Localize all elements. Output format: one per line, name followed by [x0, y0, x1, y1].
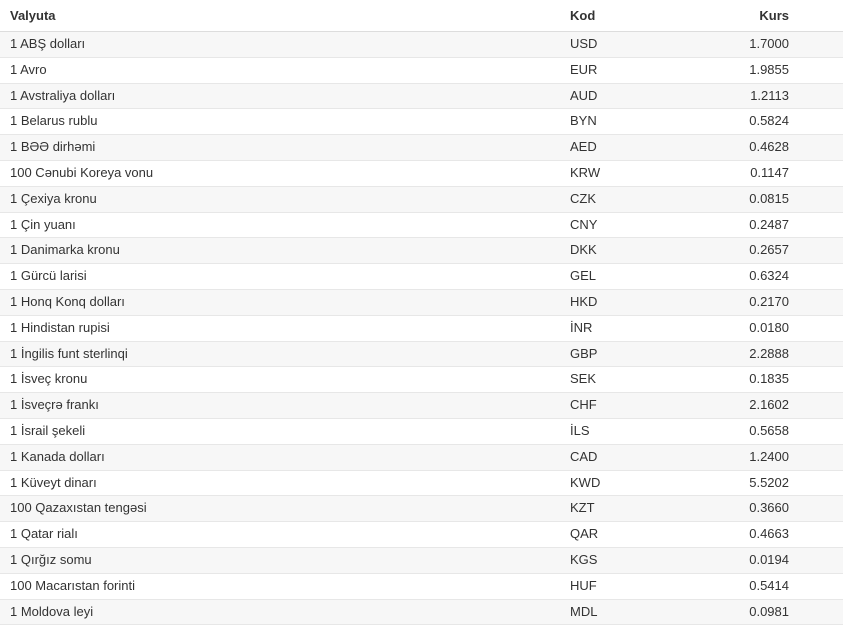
currency-name-cell: 1 Kanada dolları [0, 444, 560, 470]
currency-code-cell: HKD [560, 289, 720, 315]
currency-code-cell: EUR [560, 57, 720, 83]
currency-code-cell: KGS [560, 547, 720, 573]
currency-code-cell: SEK [560, 367, 720, 393]
table-row [0, 135, 843, 161]
currency-rate-cell: 0.5658 [720, 418, 843, 444]
currency-code-cell: DKK [560, 238, 720, 264]
currency-name-cell: 1 BƏƏ dirhəmi [0, 135, 560, 161]
currency-code-cell: CNY [560, 212, 720, 238]
currency-name-cell: 100 Qazaxıstan tengəsi [0, 496, 560, 522]
table-row [0, 367, 843, 393]
column-header-rate: Kurs [720, 0, 843, 32]
currency-rate-cell: 0.0180 [720, 315, 843, 341]
table-row [0, 496, 843, 522]
table-row [0, 109, 843, 135]
currency-name-cell: 1 Qatar rialı [0, 522, 560, 548]
currency-name-cell: 1 İsveç kronu [0, 367, 560, 393]
currency-name-cell: 1 İsrail şekeli [0, 418, 560, 444]
currency-rate-cell: 1.2113 [720, 83, 843, 109]
currency-rate-cell: 0.2657 [720, 238, 843, 264]
currency-name-cell: 1 Danimarka kronu [0, 238, 560, 264]
currency-code-cell: KWD [560, 470, 720, 496]
currency-rate-cell: 0.1147 [720, 160, 843, 186]
currency-name-cell: 1 Çexiya kronu [0, 186, 560, 212]
table-row [0, 470, 843, 496]
table-row [0, 315, 843, 341]
table-row [0, 160, 843, 186]
currency-name-cell: 1 Honq Konq dolları [0, 289, 560, 315]
column-header-code: Kod [560, 0, 720, 32]
currency-code-cell: İLS [560, 418, 720, 444]
table-row [0, 289, 843, 315]
currency-rate-cell: 0.0815 [720, 186, 843, 212]
currency-rate-cell: 0.1835 [720, 367, 843, 393]
table-row [0, 444, 843, 470]
currency-rate-cell: 1.7000 [720, 32, 843, 58]
currency-name-cell: 100 Macarıstan forinti [0, 573, 560, 599]
currency-name-cell: 1 Belarus rublu [0, 109, 560, 135]
table-row [0, 57, 843, 83]
currency-name-cell: 1 Küveyt dinarı [0, 470, 560, 496]
column-header-currency: Valyuta [0, 0, 560, 32]
currency-code-cell: QAR [560, 522, 720, 548]
table-row [0, 32, 843, 58]
currency-rate-cell: 0.4628 [720, 135, 843, 161]
table-row [0, 212, 843, 238]
table-row [0, 599, 843, 625]
currency-code-cell: AUD [560, 83, 720, 109]
currency-name-cell: 1 ABŞ dolları [0, 32, 560, 58]
currency-name-cell: 1 Gürcü larisi [0, 264, 560, 290]
currency-code-cell: GEL [560, 264, 720, 290]
currency-name-cell: 1 İsveçrə frankı [0, 393, 560, 419]
currency-code-cell: HUF [560, 573, 720, 599]
currency-code-cell: MDL [560, 599, 720, 625]
currency-name-cell: 1 Avro [0, 57, 560, 83]
table-row [0, 573, 843, 599]
table-row [0, 418, 843, 444]
currency-name-cell: 1 Çin yuanı [0, 212, 560, 238]
currency-code-cell: KRW [560, 160, 720, 186]
currency-code-cell: USD [560, 32, 720, 58]
currency-rate-cell: 0.0194 [720, 547, 843, 573]
table-row [0, 186, 843, 212]
table-header-row [0, 0, 843, 32]
currency-rate-cell: 0.2487 [720, 212, 843, 238]
currency-rate-cell: 1.2400 [720, 444, 843, 470]
currency-rate-cell: 0.3660 [720, 496, 843, 522]
table-row [0, 264, 843, 290]
currency-code-cell: CHF [560, 393, 720, 419]
currency-name-cell: 1 Qırğız somu [0, 547, 560, 573]
currency-rate-cell: 2.1602 [720, 393, 843, 419]
currency-rate-cell: 2.2888 [720, 341, 843, 367]
table-row [0, 83, 843, 109]
currency-code-cell: KZT [560, 496, 720, 522]
table-row [0, 522, 843, 548]
currency-code-cell: İNR [560, 315, 720, 341]
currency-code-cell: CZK [560, 186, 720, 212]
currency-name-cell: 1 Hindistan rupisi [0, 315, 560, 341]
currency-name-cell: 1 İngilis funt sterlinqi [0, 341, 560, 367]
table-row [0, 238, 843, 264]
currency-rate-cell: 0.6324 [720, 264, 843, 290]
currency-code-cell: AED [560, 135, 720, 161]
table-header [0, 0, 843, 32]
currency-rate-cell: 5.5202 [720, 470, 843, 496]
currency-code-cell: GBP [560, 341, 720, 367]
currency-rate-cell: 0.2170 [720, 289, 843, 315]
currency-rate-cell: 0.0981 [720, 599, 843, 625]
currency-name-cell: 1 Avstraliya dolları [0, 83, 560, 109]
table-row [0, 393, 843, 419]
currency-rate-cell: 1.9855 [720, 57, 843, 83]
currency-code-cell: CAD [560, 444, 720, 470]
currency-name-cell: 100 Cənubi Koreya vonu [0, 160, 560, 186]
currency-code-cell: BYN [560, 109, 720, 135]
currency-name-cell: 1 Moldova leyi [0, 599, 560, 625]
table-row [0, 547, 843, 573]
currency-rate-cell: 0.4663 [720, 522, 843, 548]
table-body [0, 32, 843, 625]
currency-rate-cell: 0.5414 [720, 573, 843, 599]
currency-rate-cell: 0.5824 [720, 109, 843, 135]
table-row [0, 341, 843, 367]
